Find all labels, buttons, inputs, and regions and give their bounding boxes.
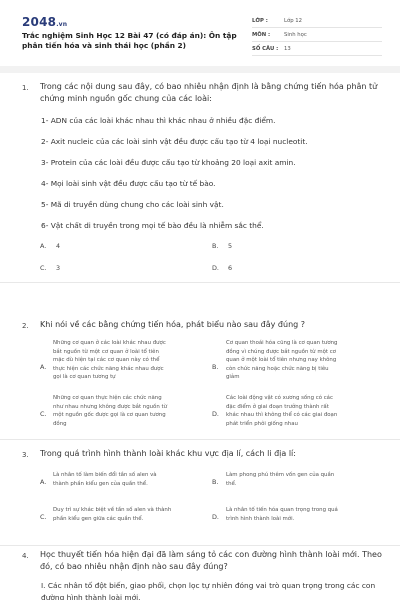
page-title: Trắc nghiệm Sinh Học 12 Bài 47 (có đáp án): Ôn tập phân tiến hóa và sinh thái học (phần 2) (22, 31, 237, 50)
statement: 1- ADN của các loài khác nhau thì khác nhau ở nhiều đặc điểm. (41, 116, 276, 125)
option-text (226, 471, 384, 488)
question-text: Khi nói về các bằng chứng tiến hóa, phát biểu nào sau đây đúng ? (40, 320, 306, 329)
option-line: đồng vì chúng được bắt nguồn từ một cơ (226, 348, 336, 355)
question-2 (0, 283, 400, 440)
option-line: Là nhân tố làm biến đổi tần số alen và (53, 472, 157, 478)
option-key: C. (40, 264, 47, 272)
option-line: giảm (226, 374, 240, 381)
option-d[interactable] (212, 506, 382, 528)
option-c[interactable] (40, 506, 210, 528)
option-key: B. (212, 242, 219, 250)
option-text (226, 339, 384, 382)
option-line: đặc điểm ở giai đoạn trưởng thành rất (226, 403, 329, 410)
logo-main: 2048 (22, 15, 57, 29)
option-text (226, 506, 384, 523)
site-logo[interactable] (22, 15, 67, 29)
meta-value: Lớp 12 (284, 18, 302, 24)
option-a[interactable] (40, 471, 210, 493)
option-line: Duy trì sự khác biệt về tần số alen và thành (53, 507, 172, 513)
meta-row-subject (252, 28, 382, 42)
option-text (53, 506, 215, 523)
option-line: Là nhân tố tiến hóa quan trọng trong quá (226, 507, 338, 513)
option-text (53, 394, 213, 428)
option-line: Các loài động vật có xương sống có các (226, 395, 333, 401)
question-1 (0, 73, 400, 283)
page-header (0, 0, 400, 66)
option-text (226, 394, 384, 428)
option-text (53, 339, 213, 382)
option-line: còn chức năng hoặc chức năng bị tiêu (226, 365, 329, 372)
option-line: phần kiểu gen giữa các quần thể. (53, 515, 144, 522)
option-b[interactable] (212, 242, 232, 250)
meta-key: SỐ CÂU : (252, 46, 279, 52)
question-number: 1. (22, 84, 29, 92)
option-line: trình hình thành loài mới. (226, 515, 295, 522)
option-line: Làm phong phú thêm vốn gen của quần (226, 472, 335, 478)
option-value: 3 (56, 264, 61, 272)
meta-row-class (252, 14, 382, 28)
statement: 4- Mọi loài sinh vật đều được cấu tạo từ tế bào. (41, 179, 216, 188)
option-line: mặc dù hiện tại các cơ quan này có thể (53, 357, 160, 364)
option-line: phát triển phôi giống nhau (226, 420, 298, 427)
statement: I. Các nhân tố đột biến, giao phối, chọn lọc tự nhiên đóng vai trò quan trọng trong các con đường hình thành loài mới. (41, 581, 376, 600)
option-line: gọi là cơ quan tương tự (53, 374, 116, 381)
question-4 (0, 546, 400, 600)
option-key: D. (212, 513, 219, 521)
meta-table (252, 14, 382, 56)
meta-row-count (252, 42, 382, 56)
meta-value: 13 (284, 46, 291, 52)
question-text: Trong quá trình hình thành loài khác khu vực địa lí, cách li địa lí: (40, 449, 296, 458)
option-c[interactable] (40, 394, 210, 434)
option-line: thành phần kiểu gen của quần thể. (53, 480, 148, 487)
option-a[interactable] (40, 339, 210, 389)
question-3 (0, 440, 400, 546)
question-text: Học thuyết tiến hóa hiện đại đã làm sáng tỏ các con đường hình thành loài mới. Theo đó, có bao nhiêu nhận định nào sau đây đúng? (40, 550, 382, 571)
question-text: Trong các nội dung sau đây, có bao nhiêu nhận định là bằng chứng tiến hóa phân tử chứng minh nguồn gốc chung của các loài: (40, 82, 378, 103)
option-key: A. (40, 242, 47, 250)
question-number: 4. (22, 552, 29, 560)
option-line: bắt nguồn từ một cơ quan ở loài tổ tiên (53, 348, 159, 355)
option-line: khác nhau thì không thể có các giai đoạn (226, 412, 338, 419)
option-line: thực hiện các chức năng khác nhau được (53, 365, 164, 372)
option-key: C. (40, 410, 47, 418)
option-value: 4 (56, 242, 61, 250)
option-b[interactable] (212, 471, 382, 493)
option-line: Những cơ quan ở các loài khác nhau được (53, 340, 166, 346)
meta-key: LỚP : (252, 18, 268, 24)
option-c[interactable] (40, 264, 60, 272)
logo-suffix: .vn (56, 21, 68, 28)
statement: 2- Axit nucleic của các loài sinh vật đều được cấu tạo từ 4 loại nucleotit. (41, 137, 308, 146)
meta-key: MÔN : (252, 32, 271, 38)
statement: 3- Protein của các loài đều được cấu tạo từ khoảng 20 loại axit amin. (41, 158, 296, 167)
header-divider (0, 66, 400, 73)
option-line: một nguồn gốc được gọi là cơ quan tương (53, 412, 166, 419)
option-key: A. (40, 363, 47, 371)
option-line: Cơ quan thoái hóa cũng là cơ quan tương (226, 340, 338, 346)
option-value: 6 (228, 264, 233, 272)
option-text (53, 471, 213, 488)
option-d[interactable] (212, 264, 232, 272)
option-b[interactable] (212, 339, 382, 389)
question-number: 2. (22, 322, 29, 330)
meta-value: Sinh học (284, 32, 307, 38)
statement: 6- Vật chất di truyền trong mọi tế bào đều là nhiễm sắc thể. (41, 221, 264, 230)
question-number: 3. (22, 451, 29, 459)
option-key: A. (40, 478, 47, 486)
option-line: quan ở một loài tổ tiên nhưng nay không (226, 357, 337, 364)
option-line: đồng (53, 420, 67, 427)
statement: 5- Mã di truyền dùng chung cho các loài sinh vật. (41, 200, 224, 209)
option-value: 5 (228, 242, 233, 250)
option-key: B. (212, 478, 219, 486)
option-a[interactable] (40, 242, 60, 250)
option-line: như nhau nhưng không được bắt nguồn từ (53, 403, 167, 410)
option-key: D. (212, 410, 219, 418)
option-line: thể. (226, 480, 237, 487)
option-line: Những cơ quan thực hiện các chức năng (53, 395, 162, 401)
option-key: C. (40, 513, 47, 521)
option-key: B. (212, 363, 219, 371)
option-d[interactable] (212, 394, 382, 434)
option-key: D. (212, 264, 219, 272)
